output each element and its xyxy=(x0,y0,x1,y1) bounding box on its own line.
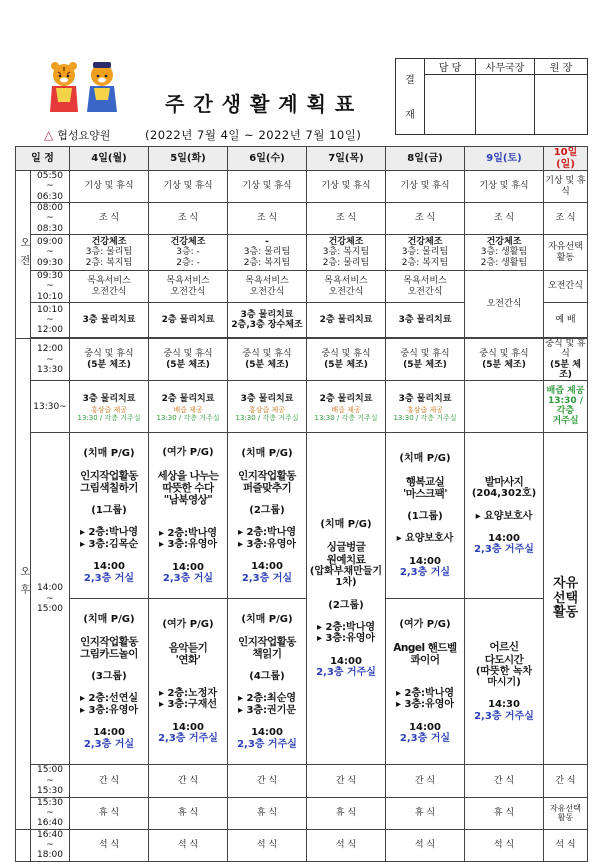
activity-cell: 기상 및 휴식 xyxy=(149,171,228,203)
activity-cell: 석 식 xyxy=(228,829,307,861)
program-cell: (여가 P/G) Angel 핸드벨 콰이어 ▸ 2층:박나영 ▸ 3층:유영아 14:00 2,3층 거실 xyxy=(386,599,465,765)
time-cell: 09:00 ~ 09:30 xyxy=(31,235,70,271)
activity-cell: 기상 및 휴식 xyxy=(465,171,544,203)
activity-cell: 목욕서비스 오전간식 xyxy=(70,271,149,303)
time-cell: 15:00 ~ 15:30 xyxy=(31,765,70,797)
signature-box[interactable] xyxy=(535,75,588,135)
schedule-row xyxy=(16,271,588,303)
program-cell: (치매 P/G) 인지작업활동 책읽기 (4그룹) ▸ 2층:최순영 ▸ 3층:권기문 14:00 2,3층 거주실 xyxy=(228,599,307,765)
activity-cell: 2층 물리치료 xyxy=(149,303,228,338)
activity-cell: 자유선택 활동 xyxy=(544,235,588,271)
activity-cell: 중식 및 휴식 (5분 체조) xyxy=(465,339,544,381)
activity-cell: 간 식 xyxy=(465,765,544,797)
activity-cell: 건강체조 3층: - 2층: - xyxy=(149,235,228,271)
time-cell: 16:40 ~ 18:00 xyxy=(31,829,70,861)
activity-cell: 석 식 xyxy=(149,829,228,861)
activity-cell: 간 식 xyxy=(544,765,588,797)
activity-cell: 조 식 xyxy=(544,203,588,235)
document-header xyxy=(0,0,600,146)
time-cell: 12:00 ~ 13:30 xyxy=(31,339,70,381)
approval-col-head: 원 장 xyxy=(535,59,588,75)
weekly-schedule-table xyxy=(15,146,588,862)
activity-cell: - 3층: 물리팀 2층: 복지팀 xyxy=(228,235,307,271)
program-cell: (치매 P/G) 싱글벙글 원예치료 (압화부채만들기 1차) (2그룹) ▸ 2층:박나영 ▸ 3층:유영아 14:00 2,3층 거주실 xyxy=(307,433,386,765)
activity-cell: 석 식 xyxy=(465,829,544,861)
activity-cell: 석 식 xyxy=(386,829,465,861)
activity-cell: 조 식 xyxy=(70,203,149,235)
activity-cell: 조 식 xyxy=(307,203,386,235)
activity-cell: 3층 물리치료 홍삼즙 제공 13:30 / 각층 거주실 xyxy=(386,381,465,433)
program-cell: 자유 선택 활동 xyxy=(544,433,588,765)
activity-cell: 2층 물리치료 배즙 제공 13:30 / 각층 거주실 xyxy=(149,381,228,433)
approval-col-manager: 담 당 xyxy=(425,59,476,75)
program-cell: (여가 P/G) 음악듣기 '연화' ▸ 2층:노정자 ▸ 3층:구재선 14:00 2,3층 거주실 xyxy=(149,599,228,765)
col-header: 7일(목) xyxy=(307,147,386,171)
activity-cell: 건강체조 3층: 복지팀 2층: 물리팀 xyxy=(307,235,386,271)
program-cell: (치매 P/G) 인지작업활동 그림카드놀이 (3그룹) ▸ 2층:선연실 ▸ 3층:유영아 14:00 2,3층 거실 xyxy=(70,599,149,765)
activity-cell: 조 식 xyxy=(386,203,465,235)
activity-cell: 3층 물리치료 xyxy=(386,303,465,338)
schedule-row xyxy=(16,381,588,433)
col-header: 8일(금) xyxy=(386,147,465,171)
schedule-row xyxy=(16,599,588,765)
activity-cell: 기상 및 휴식 xyxy=(70,171,149,203)
time-cell: 05:50 ~ 06:30 xyxy=(31,171,70,203)
program-cell: (치매 P/G) 인지작업활동 그림색칠하기 (1그룹) ▸ 2층:박나영 ▸ 3층:김목순 14:00 2,3층 거실 xyxy=(70,433,149,599)
col-header: 일 정 xyxy=(16,147,70,171)
col-header: 4일(월) xyxy=(70,147,149,171)
activity-cell: 휴 식 xyxy=(307,797,386,829)
col-header: 10일(일) xyxy=(544,147,588,171)
activity-cell: 3층 물리치료 2층,3층 장수체조 xyxy=(228,303,307,338)
schedule-row xyxy=(16,765,588,797)
activity-cell: 목욕서비스 오전간식 xyxy=(386,271,465,303)
period-label: 오전 xyxy=(16,171,31,339)
activity-cell: 건강체조 3층: 물리팀 2층: 복지팀 xyxy=(70,235,149,271)
col-header: 6일(수) xyxy=(228,147,307,171)
activity-cell: 간 식 xyxy=(307,765,386,797)
activity-cell: 조 식 xyxy=(465,203,544,235)
activity-cell: 석 식 xyxy=(544,829,588,861)
activity-cell: 기상 및 휴식 xyxy=(544,171,588,203)
approval-box xyxy=(395,58,588,135)
schedule-row xyxy=(16,797,588,829)
schedule-row xyxy=(16,339,588,381)
activity-cell: 석 식 xyxy=(70,829,149,861)
activity-cell: 중식 및 휴식 (5분 체조) xyxy=(307,339,386,381)
time-cell: 09:30 ~ 10:10 xyxy=(31,271,70,303)
org-label: 협성요양원 xyxy=(57,129,111,142)
activity-cell: 2층 물리치료 배즙 제공 13:30 / 각층 거주실 xyxy=(307,381,386,433)
organization-name xyxy=(44,127,110,143)
activity-cell: 조 식 xyxy=(149,203,228,235)
activity-cell: 간 식 xyxy=(386,765,465,797)
activity-cell: 기상 및 휴식 xyxy=(228,171,307,203)
activity-cell: 2층 물리치료 xyxy=(307,303,386,338)
schedule-row xyxy=(16,203,588,235)
approval-col-director: 사무국장 xyxy=(476,59,535,75)
activity-cell: 3층 물리치료 홍삼즙 제공 13:30 / 각층 거주실 xyxy=(70,381,149,433)
activity-cell: 중식 및 휴식 (5분 체조) xyxy=(545,339,586,381)
period-label-empty xyxy=(16,829,31,861)
activity-cell: 휴 식 xyxy=(228,797,307,829)
activity-cell: 자유선택 활동 xyxy=(544,797,588,829)
activity-cell: 조 식 xyxy=(228,203,307,235)
activity-cell: 목욕서비스 오전간식 xyxy=(149,271,228,303)
period-label: 오후 xyxy=(16,339,31,829)
schedule-row xyxy=(16,235,588,271)
activity-cell: 간 식 xyxy=(149,765,228,797)
activity-cell: 배즙 제공 13:30 / 각층 거주실 xyxy=(544,381,588,433)
approval-side-label: 결 재 xyxy=(396,59,425,135)
activity-cell: 중식 및 휴식 (5분 체조) xyxy=(149,339,228,381)
activity-cell: 3층 물리치료 홍삼즙 제공 13:30 / 각층 거주실 xyxy=(228,381,307,433)
time-cell: 15:30 ~ 16:40 xyxy=(31,797,70,829)
schedule-row xyxy=(16,171,588,203)
program-cell: (치매 P/G) 인지작업활동 퍼즐맞추기 (2그룹) ▸ 2층:박나영 ▸ 3층:유영아 14:00 2,3층 거실 xyxy=(228,433,307,599)
activity-cell: 목욕서비스 오전간식 xyxy=(307,271,386,303)
col-header: 9일(토) xyxy=(465,147,544,171)
activity-cell: 휴 식 xyxy=(386,797,465,829)
time-cell: 14:00 ~ 15:00 xyxy=(31,433,70,765)
time-cell: 10:10 ~ 12:00 xyxy=(31,303,70,338)
time-cell: 13:30~ xyxy=(31,381,70,433)
activity-cell: 오전간식 xyxy=(465,271,544,338)
time-cell: 08:00 ~ 08:30 xyxy=(31,203,70,235)
activity-cell: 중식 및 휴식 (5분 체조) xyxy=(228,339,307,381)
header-row xyxy=(16,147,588,171)
org-logo-icon: △ xyxy=(44,128,54,142)
tiger-mascot-logo xyxy=(44,62,124,114)
activity-cell: 목욕서비스 오전간식 xyxy=(228,271,307,303)
activity-cell: 건강체조 3층: 생활팀 2층: 생활팀 xyxy=(465,235,544,271)
activity-cell: 휴 식 xyxy=(70,797,149,829)
activity-cell: 간 식 xyxy=(228,765,307,797)
activity-cell: 오전간식 xyxy=(544,271,588,303)
activity-cell: 예 배 xyxy=(544,303,588,338)
activity-cell: 중식 및 휴식 (5분 체조) xyxy=(70,339,149,381)
program-cell: (치매 P/G) 행복교실 '마스크팩' (1그룹) ▸ 요양보호사 14:00 2,3층 거실 xyxy=(386,433,465,599)
col-header: 5일(화) xyxy=(149,147,228,171)
activity-cell: 3층 물리치료 xyxy=(70,303,149,338)
schedule-period: (2022년 7월 4일 ~ 2022년 7월 10일) xyxy=(145,128,362,142)
schedule-row xyxy=(16,433,588,599)
activity-cell: 휴 식 xyxy=(149,797,228,829)
activity-cell: 중식 및 휴식 (5분 체조) xyxy=(386,339,465,381)
activity-cell: 휴 식 xyxy=(465,797,544,829)
schedule-row xyxy=(16,829,588,861)
activity-cell: 석 식 xyxy=(307,829,386,861)
signature-box[interactable] xyxy=(476,75,535,135)
program-cell: 발마사지 (204,302호) ▸ 요양보호사 14:00 2,3층 거주실 xyxy=(465,433,544,599)
page-title: 주간생활계획표 xyxy=(165,92,364,116)
program-cell: (여가 P/G) 세상을 나누는 따뜻한 수다 "남북영상" ▸ 2층:박나영 ▸ 3층:유영아 14:00 2,3층 거실 xyxy=(149,433,228,599)
activity-cell: 건강체조 3층: 물리팀 2층: 복지팀 xyxy=(386,235,465,271)
signature-box[interactable] xyxy=(425,75,476,135)
activity-cell: 간 식 xyxy=(70,765,149,797)
program-cell: 어르신 다도시간 (따뜻한 녹차 마시기) 14:30 2,3층 거주실 xyxy=(465,599,544,765)
activity-cell: 기상 및 휴식 xyxy=(307,171,386,203)
activity-cell xyxy=(465,381,544,433)
activity-cell: 기상 및 휴식 xyxy=(386,171,465,203)
